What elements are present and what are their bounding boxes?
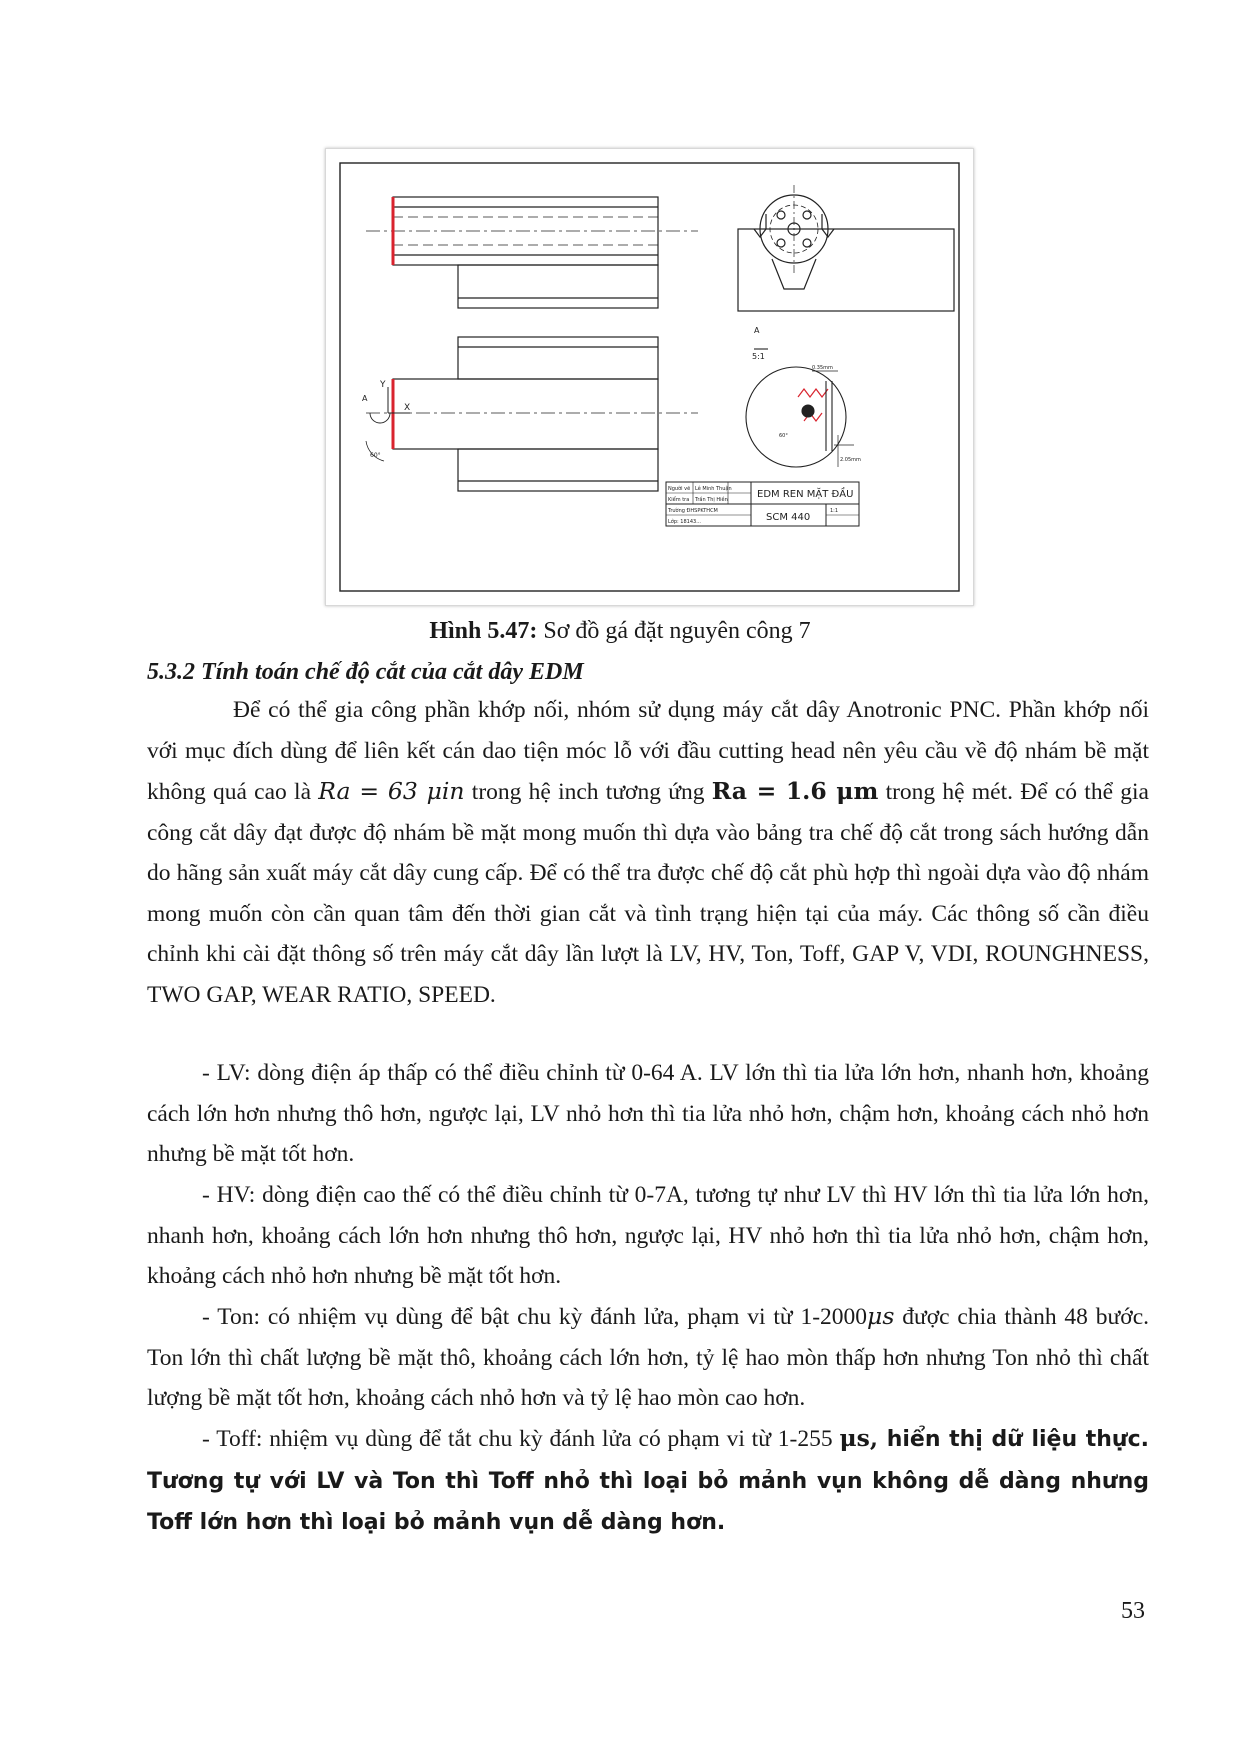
axis-y-label: Y [380, 380, 386, 390]
unit-us-toff: μs, [839, 1424, 879, 1452]
tb-material: SCM 440 [766, 512, 811, 523]
tb-title: EDM REN MẶT ĐẦU [757, 489, 854, 500]
section-scale: 5:1 [752, 352, 765, 361]
axis-x-label: X [404, 403, 411, 413]
dim-angle: 60° [779, 433, 788, 439]
paragraph-lv: - LV: dòng điện áp thấp có thể điều chỉnh từ 0-64 A. LV lớn thì tia lửa lớn hơn, nhanh hơn, khoảng cách lớn hơn nhưng thô hơn, ngược lại, LV nhỏ hơn thì tia lửa nhỏ hơn, chậm hơn, khoảng cách nhỏ hơn nhưng bề mặt tốt hơn. [147, 1060, 1149, 1167]
math-ra-metric: Ra = 1.6 μm [711, 777, 879, 805]
paragraph-ton [147, 1296, 1149, 1419]
dim-side: 60° [370, 452, 381, 459]
tb-row-4: Lớp: 18143... [668, 519, 701, 525]
tb-name-2: Trần Thị Hiền [695, 497, 728, 503]
unit-us: μs [867, 1302, 895, 1330]
section-heading: 5.3.2 Tính toán chế độ cắt của cắt dây EDM [147, 659, 584, 685]
tb-row-3: Trường ĐHSPKTHCM [668, 508, 718, 514]
math-ra-inch: Ra = 63 μin [318, 777, 465, 805]
paragraph-intro-text-3: trong hệ mét. Để có thể gia công cắt dây đạt được độ nhám bề mặt mong muốn thì dựa vào bảng tra chế độ cắt trong sách hướng dẫn do hãng sản xuất máy cắt dây cung cấp. Để có thể tra được chế độ cắt phù hợp thì ngoài dựa vào độ nhám mong muốn còn cần quan tâm đến thời gian cắt và tình trạng hiện tại của máy. Các thông số cần điều chỉnh khi cài đặt thông số trên máy cắt dây lần lượt là LV, HV, Ton, Toff, GAP V, VDI, ROUNGHNESS, TWO GAP, WEAR RATIO, SPEED. [147, 779, 1149, 1008]
tb-scale: 1:1 [830, 508, 839, 514]
tb-name-1: Lê Minh Thuận [695, 486, 732, 492]
paragraph-toff-text-2: hiển thị dữ liệu thực. Tương tự với LV và Ton thì Toff nhỏ thì loại bỏ mảnh vụn không dễ dàng nhưng Toff lớn hơn thì loại bỏ mảnh vụn dễ dàng hơn. [147, 1427, 1149, 1535]
section-label: A [754, 326, 760, 335]
top-right-view [738, 185, 954, 311]
technical-drawing [326, 149, 973, 605]
paragraph-toff [147, 1418, 1149, 1544]
paragraph-hv: - HV: dòng điện cao thế có thể điều chỉnh từ 0-7A, tương tự như LV thì HV lớn thì tia lửa lớn hơn, nhanh hơn, khoảng cách lớn hơn nhưng thô hơn, ngược lại, HV nhỏ hơn thì tia lửa nhỏ hơn, chậm hơn, khoảng cách nhỏ hơn nhưng bề mặt tốt hơn. [147, 1182, 1149, 1289]
paragraph-intro-text-2: trong hệ inch tương ứng [464, 779, 712, 805]
paragraph-toff-text-1: - Toff: nhiệm vụ dùng để tắt chu kỳ đánh lửa có phạm vi từ 1-255 [202, 1426, 840, 1452]
paragraph-ton-text-1: - Ton: có nhiệm vụ dùng để bật chu kỳ đánh lửa, phạm vi từ 1-2000 [202, 1304, 868, 1330]
top-left-view [366, 197, 698, 308]
page-number: 53 [1121, 1598, 1145, 1624]
paragraph-intro-text-1: Để có thể gia công phần khớp nối, nhóm sử dụng máy cắt dây Anotronic PNC. Phần khớp nối với mục đích dùng để liên kết cán dao tiện móc lỗ với đầu cutting head nên yêu cầu về độ nhám bề mặt không quá cao là [147, 697, 1149, 805]
axis-a-label: A [362, 394, 368, 403]
dim-small: 2.05mm [840, 457, 861, 463]
detail-view-a [746, 349, 854, 467]
caption-label: Hình 5.47: [429, 618, 538, 644]
tb-row-1: Người vẽ [668, 486, 691, 492]
tb-row-2: Kiểm tra [668, 497, 690, 503]
drawing-border [340, 163, 959, 591]
figure-caption [0, 614, 1240, 648]
bottom-left-view [366, 337, 698, 491]
dim-top: 0.35mm [812, 365, 833, 371]
paragraph-intro [147, 690, 1149, 1015]
paragraph-ton-text-2: được chia thành 48 bước. Ton lớn thì chất lượng bề mặt thô, khoảng cách lớn hơn, tỷ lệ hao mòn thấp hơn nhưng Ton nhỏ thì chất lượng bề mặt tốt hơn, khoảng cách nhỏ hơn và tỷ lệ hao mòn cao hơn. [147, 1304, 1149, 1411]
figure-drawing [325, 148, 974, 606]
caption-text: Sơ đồ gá đặt nguyên công 7 [537, 618, 811, 644]
